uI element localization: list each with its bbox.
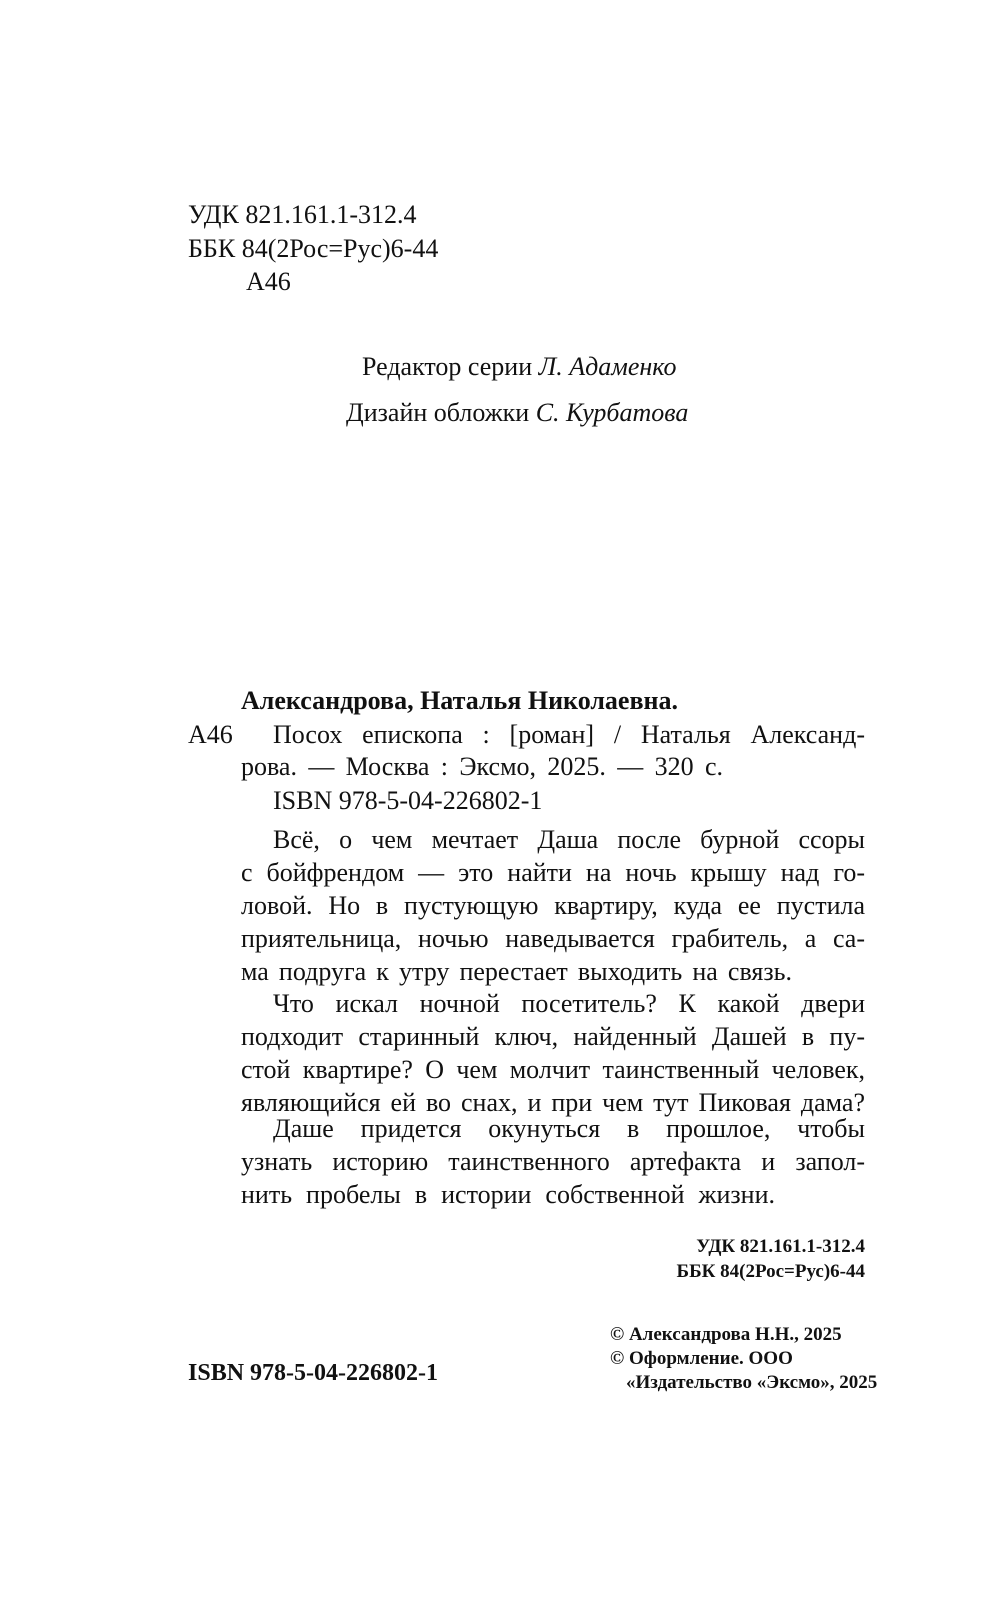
copyright-author: © Александрова Н.Н., 2025: [610, 1324, 842, 1345]
annotation-line: нить пробелы в истории собственной жизни.: [241, 1180, 775, 1209]
annotation-line: узнать историю таинственного артефакта и запол-: [241, 1147, 865, 1176]
copyright-design: © Оформление. ООО: [610, 1348, 793, 1369]
series-editor-credit: [362, 352, 676, 382]
series-editor-label: Редактор серии: [362, 352, 533, 381]
cover-design-credit: [346, 398, 688, 428]
footer-isbn: ISBN 978-5-04-226802-1: [188, 1360, 438, 1386]
footer-udk: УДК 821.161.1-312.4: [696, 1236, 865, 1257]
udk-code: УДК 821.161.1-312.4: [188, 200, 417, 229]
copyright-publisher: «Издательство «Эксмо», 2025: [626, 1372, 878, 1393]
annotation-line: с бойфрендом — это найти на ночь крышу над го-: [241, 858, 865, 887]
annotation-line: стой квартире? О чем молчит таинственный человек,: [241, 1055, 865, 1084]
annotation-line: Даше придется окунуться в прошлое, чтобы: [273, 1114, 865, 1143]
bbk-code: ББК 84(2Рос=Рус)6-44: [188, 234, 439, 263]
cover-design-label: Дизайн обложки: [346, 398, 530, 427]
biblio-isbn: ISBN 978-5-04-226802-1: [273, 786, 543, 815]
annotation-line: Всё, о чем мечтает Даша после бурной ссоры: [273, 825, 865, 854]
author-heading: Александрова, Наталья Николаевна.: [241, 686, 678, 715]
cover-design-name: С. Курбатова: [535, 398, 689, 427]
annotation-line: ма подруга к утру перестает выходить на связь.: [241, 957, 792, 986]
annotation-line: приятельница, ночью наведывается грабитель, а са-: [241, 924, 865, 953]
annotation-line: подходит старинный ключ, найденный Дашей в пу-: [241, 1022, 865, 1051]
annotation-line: являющийся ей во снах, и при чем тут Пиковая дама?: [241, 1088, 865, 1117]
biblio-code: А46: [188, 720, 233, 749]
footer-bbk: ББК 84(2Рос=Рус)6-44: [676, 1261, 865, 1282]
annotation-line: ловой. Но в пустующую квартиру, куда ее пустила: [241, 891, 865, 920]
biblio-line-1: Посох епископа : [роман] / Наталья Александ-: [273, 720, 865, 749]
annotation-line: Что искал ночной посетитель? К какой двери: [273, 989, 865, 1018]
series-editor-name: Л. Адаменко: [538, 352, 677, 381]
author-sign-code: А46: [246, 267, 291, 296]
biblio-line-2: рова. — Москва : Эксмо, 2025. — 320 с.: [241, 752, 723, 781]
